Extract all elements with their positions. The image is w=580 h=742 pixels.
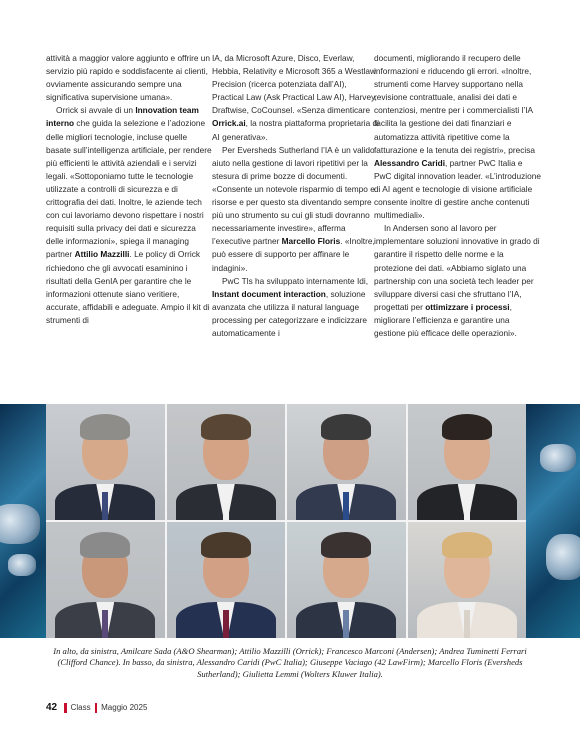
portrait-photo [408, 404, 527, 520]
body-text: , la nostra piattaforma proprietaria di AI generativa». [212, 118, 379, 142]
body-text: , partner PwC Italia e PwC digital innovation leader. «L’introduzione di AI agent e tecnologie di visione artificiale consente inoltre di gestire anche contenuti multimediali». [374, 157, 541, 221]
hair-shape [442, 414, 492, 440]
issue-date: Maggio 2025 [101, 703, 148, 712]
body-text: , soluzione avanzata che utilizza il natural language processing per categorizzare e indicizzare automaticamente i [212, 288, 367, 338]
hair-shape [201, 414, 251, 440]
paragraph [46, 52, 214, 104]
body-text: Orrick si avvale di un [56, 105, 136, 116]
tie-shape [102, 610, 108, 638]
magazine-name: Class [70, 703, 91, 712]
paragraph [374, 52, 542, 222]
portrait-photo [46, 522, 165, 638]
text-column-2 [212, 52, 380, 340]
body-text: PwC Tls ha sviluppato internamente Idi, [222, 275, 369, 286]
tie-shape [464, 492, 470, 520]
text-column-1 [46, 52, 214, 327]
portrait-photo [287, 522, 406, 638]
body-text: , migliorare l’efficienza e garantire una gestione più efficace delle operazioni». [374, 301, 517, 338]
page-footer [46, 702, 147, 713]
text-column-3 [374, 52, 542, 340]
bold-text: ottimizzare i processi [425, 301, 510, 312]
bold-text: Orrick.ai [212, 118, 246, 129]
paragraph [212, 52, 380, 144]
hair-shape [80, 532, 130, 558]
tie-shape [464, 610, 470, 638]
bold-text: Attilio Mazzilli [74, 249, 130, 260]
body-text: attività a maggior valore aggiunto e offrire un servizio più rapido e soddisfacente ai clienti, ovviamente assicurando sempre una significativa supervisione umana». [46, 53, 211, 103]
tie-shape [223, 610, 229, 638]
bold-text: Alessandro Caridi [374, 157, 446, 168]
body-text: che guida la selezione e l’adozione delle migliori tecnologie, incluse quelle basate sull’intelligenza artificiale, per rendere più efficienti le attività aziendali e i servizi legali. «Sottoponiamo tutte le tecnologie utilizzate a controlli di sicurezza e di crittografia dei dati. Inoltre, le aziende tech con cui lavoriamo devono rispettare i nostri requisiti sulla privacy dei dati e sicurezza delle informazioni», spiega il managing partner [46, 118, 212, 260]
tie-shape [223, 492, 229, 520]
tie-shape [343, 492, 349, 520]
hair-shape [442, 532, 492, 558]
tie-shape [343, 610, 349, 638]
paragraph [46, 104, 214, 327]
bold-text: Instant document interaction [212, 288, 326, 299]
paragraph [212, 275, 380, 340]
bold-text: Innovation team interno [46, 105, 199, 129]
portrait-grid [46, 404, 526, 638]
body-text: In Andersen sono al lavoro per implementare soluzioni innovative in grado di garantire il rispetto delle norme e la protezione dei dati. «Abbiamo siglato una partnership con una società tech leader per sviluppare diversi casi che sfruttano l’IA, progettati per [374, 223, 540, 312]
body-text: . «Inoltre, può essere di supporto per affinare le indagini». [212, 236, 375, 273]
hair-shape [321, 414, 371, 440]
footer-divider [95, 703, 98, 713]
paragraph [374, 222, 542, 340]
footer-divider [64, 703, 67, 713]
portrait-photo [167, 404, 286, 520]
portrait-photo [287, 404, 406, 520]
bold-text: Marcello Floris [281, 236, 341, 247]
photo-caption: In alto, da sinistra, Amilcare Sada (A&O Shearman); Attilio Mazzilli (Orrick); Francesco Marconi (Andersen); Andrea Tuminetti Ferrari (Clifford Chance). In basso, da sinistra, Alessandro Caridi (PwC Italia); Giuseppe Vaciago (42 LawFirm); Marcello Floris (Eversheds Sutherland); Giulietta Lemmi (Wolters Kluwer Italia). [53, 646, 527, 679]
body-text: IA, da Microsoft Azure, Disco, Everlaw, Hebbia, Relativity e Microsoft 365 a Westlaw Precision (ricerca potenziata dall’AI), Practical Law (Ask Practical Law AI), Harvey, Draftwise, CoCounsel. «Senza dimenticare [212, 53, 377, 116]
robot-arm-image-left [0, 404, 46, 638]
portrait-photo [408, 522, 527, 638]
hair-shape [201, 532, 251, 558]
paragraph [212, 144, 380, 275]
portrait-photo [46, 404, 165, 520]
hair-shape [80, 414, 130, 440]
body-text: . Le policy di Orrick richiedono che gli avvocati esaminino i risultati della GenIA per garantire che le informazioni ottenute siano veritiere, accurate, affidabili e adeguate. Ampio il kit di strumenti di [46, 249, 210, 325]
tie-shape [102, 492, 108, 520]
page-number: 42 [46, 702, 58, 713]
hair-shape [321, 532, 371, 558]
body-text: Per Eversheds Sutherland l’IA è un valido aiuto nella gestione di lavori ripetitivi per la stesura di prime bozze di documenti. «Consente un notevole risparmio di tempo e risorse e per questo sta diventando sempre più uno strumento su cui gli studi dovranno necessariamente investire», afferma l’executive partner [212, 144, 375, 247]
body-text: documenti, migliorando il recupero delle informazioni e riducendo gli errori. «Inoltre, strumenti come Harvey supportano nella revisione contrattuale, analisi dei dati e contenziosi, mentre per i commercialisti l’IA facilita la gestione dei dati finanziari e automatizza attività ripetitive come la fatturazione e la tenuta dei registri», precisa [374, 53, 535, 155]
robot-arm-image-right [526, 404, 580, 638]
portrait-photo [167, 522, 286, 638]
